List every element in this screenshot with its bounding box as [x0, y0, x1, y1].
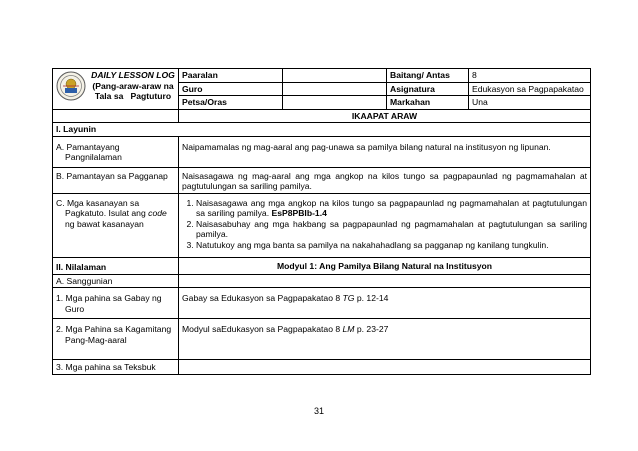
deped-seal-icon: [56, 71, 86, 101]
pamantayan-sa-pagganap-value: Naisasagawa ng mag-aaral ang mga angkop na kilos tungo sa pagpapaunlad ng pagmamahalan at pagtutulungan sa sariling pamilya.: [179, 167, 591, 193]
petsa-label: Petsa/Oras: [179, 96, 283, 110]
log-subtitle-2: Tala sa Pagtuturo: [94, 91, 172, 101]
paaralan-label: Paaralan: [179, 69, 283, 83]
section-nilalaman-title: II. Nilalaman: [53, 257, 179, 274]
gabay-text: Gabay sa Edukasyon sa Pagpapakatao 8: [182, 293, 343, 303]
teksbuk-label: 3. Mga pahina sa Teksbuk: [53, 360, 179, 375]
day-title-spacer: [53, 109, 179, 123]
asignatura-value: Edukasyon sa Pagpapakatao: [469, 82, 591, 96]
paaralan-value: [283, 69, 387, 83]
petsa-value: [283, 96, 387, 110]
kagamitan-value: [179, 319, 591, 360]
sanggunian-label: A. Sanggunian: [53, 274, 179, 288]
gabay-label: 1. Mga pahina sa Gabay ng Guro: [53, 288, 179, 319]
log-subtitle-1: (Pang-araw-araw na: [92, 80, 174, 91]
kasanayan-label-a: C. Mga kasanayan sa Pagkatuto. Isulat ang: [56, 197, 149, 218]
pamantayan-sa-pagganap-label: B. Pamantayan sa Pagganap: [53, 167, 179, 193]
section-layunin-title: I. Layunin: [53, 123, 591, 137]
competency-item-1-text: Naisasagawa ang mga angkop na kilos tungo sa pagpapaunlad ng pagmamahalan at pagtutulungan sa sariling pamilya.: [196, 197, 587, 218]
module-title: Modyul 1: Ang Pamilya Bilang Natural na Institusyon: [179, 257, 591, 274]
kagamitan-lm: LM: [342, 324, 355, 334]
kagamitan-label: 2. Mga Pahina sa Kagamitang Pang-Mag-aaral: [53, 319, 179, 360]
log-title: DAILY LESSON LOG: [91, 70, 175, 80]
page-number: 31: [313, 406, 324, 416]
daily-lesson-log-table: [52, 68, 591, 375]
competency-code: EsP8PBIb-1.4: [271, 208, 327, 218]
kasanayan-label: [53, 193, 179, 257]
gabay-page: p. 12-14: [354, 293, 389, 303]
gabay-tg: TG: [342, 293, 355, 303]
competency-item-1: [196, 198, 587, 219]
guro-label: Guro: [179, 82, 283, 96]
day-title: IKAAPAT ARAW: [179, 109, 591, 123]
guro-value: [283, 82, 387, 96]
header-logo-cell: [53, 69, 179, 110]
teksbuk-value: [179, 360, 591, 375]
kasanayan-list-cell: [179, 193, 591, 257]
markahan-label: Markahan: [387, 96, 469, 110]
gabay-value: [179, 288, 591, 319]
kasanayan-label-b: ng bawat kasanayan: [65, 218, 144, 229]
competency-item-2: 2. Naisasabuhay ang mga hakbang sa pagpapaunlad ng pagmamahalan at pagtutulungan sa sariling pamilya.: [196, 219, 587, 240]
kagamitan-page: p. 23-27: [354, 324, 389, 334]
competency-item-3: 3. Natutukoy ang mga banta sa pamilya na nakahahadlang sa pagganap ng kanilang tungkulin.: [196, 240, 587, 251]
baitang-value: 8: [469, 69, 591, 83]
asignatura-label: Asignatura: [387, 82, 469, 96]
competency-list: [182, 198, 587, 251]
baitang-label: Baitang/ Antas: [387, 69, 469, 83]
markahan-value: Una: [469, 96, 591, 110]
pamantayang-pangnilalaman-label: A. Pamantayang Pangnilalaman: [53, 136, 179, 167]
sanggunian-value: [179, 274, 591, 288]
kasanayan-label-code: code: [148, 208, 167, 218]
kagamitan-text: Modyul saEdukasyon sa Pagpapakatao 8: [182, 324, 343, 334]
pamantayang-pangnilalaman-value: Naipamamalas ng mag-aaral ang pag-unawa sa pamilya bilang natural na institusyon ng lipunan.: [179, 136, 591, 167]
